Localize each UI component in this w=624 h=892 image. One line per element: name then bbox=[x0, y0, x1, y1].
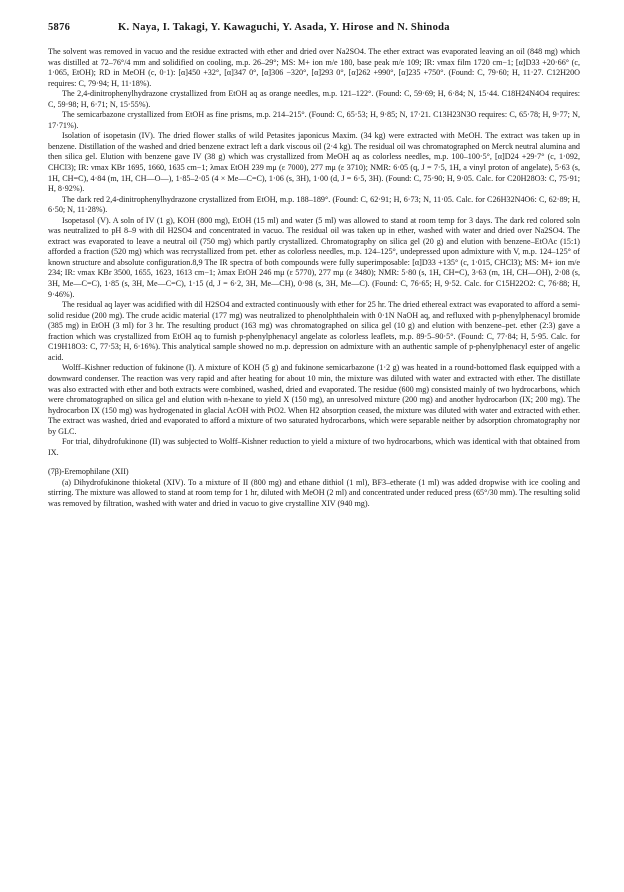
paragraph-residual-aq-layer: The residual aq layer was acidified with dil H2SO4 and extracted continuously with ether for 25 hr. The dried ethereal extract was evaporated to afford a semi-solid residue (200 mg). The crude acidic material (177 mg) was neutralized to phenolphthalein with 0·1N NaOH aq, and refluxed with p-phenylphenacyl bromide (385 mg) in EtOH (3 ml) for 3 hr. The resulting product (163 mg) was chromatographed on silica gel (10 g) and elution with benzene–pet. ether (2:3) gave a fraction which was crystallized from EtOH aq to furnish p-phenylphenacyl angelate as colorless leaflets, m.p. 89·5–90·5°. (Found: C, 77·84; H, 5·95. Calc. for C19H18O3: C, 77·53; H, 6·16%). This analytical sample showed no m.p. depression on admixture with an authentic sample of p-phenylphenacyl ester of angelic acid. bbox=[48, 300, 580, 362]
paragraph-dnp-hydrazone: The 2,4-dinitrophenylhydrazone crystallized from EtOH aq as orange needles, m.p. 121–122°. (Found: C, 59·69; H, 6·84; N, 15·44. C18H24N4O4 requires: C, 59·98; H, 6·71; N, 15·55%). bbox=[48, 89, 580, 109]
running-head-authors: K. Naya, I. Takagi, Y. Kawaguchi, Y. Asada, Y. Hirose and N. Shinoda bbox=[118, 22, 450, 33]
page-number: 5876 bbox=[48, 22, 71, 33]
running-head bbox=[48, 22, 580, 33]
paragraph-solvent-removal: The solvent was removed in vacuo and the residue extracted with ether and dried over Na2SO4. The ether extract was evaporated leaving an oil (848 mg) which was distilled at 72–76°/4 mm and solidified on cooling, m.p. 26–29°; MS: M+ ion m/e 180, base peak m/e 109; IR: νmax film 1720 cm−1; [α]D33 +20·66° (c, 1·065, EtOH); RD in MeOH (c, 0·1): [α]450 +32°, [α]347 0°, [α]306 −320°, [α]293 0°, [α]262 +990°, [α]235 +750°. (Found: C, 79·60; H, 11·27. C12H20O requires: C, 79·94; H, 11·18%). bbox=[48, 47, 580, 88]
paragraph-wolff-kishner: Wolff–Kishner reduction of fukinone (I). A mixture of KOH (5 g) and fukinone semicarbazone (1·2 g) was heated in a round-bottomed flask equipped with a downward condenser. The reaction was very rapid and after heating for about 10 min, the mixture was diluted with water and extracted with ether. The distillate was also extracted with ether and both extracts were combined, washed, dried and evaporated. The residue (600 mg) consisted mainly of two hydrocarbons, which were chromatographed on silica gel and elution with n-hexane to yield X (150 mg), an unresolved mixture (200 mg) and another hydrocarbon (IX; 200 mg). The hydrocarbon IX (150 mg) was hydrogenated in glacial AcOH with PtO2. When H2 absorption ceased, the mixture was diluted with water and extracted with ether. The extract was washed, dried and evaporated to afford a mixture of two saturated hydrocarbons, which were separable neither by adsorption chromatography nor by GLC. bbox=[48, 363, 580, 436]
paragraph-isolation-isopetasin: Isolation of isopetasin (IV). The dried flower stalks of wild Petasites japonicus Maxim. (34 kg) were extracted with MeOH. The extract was taken up in benzene. Distillation of the washed and dried benzene extract left a dark viscous oil (2·4 kg). The residual oil was chromatographed on Merck neutral alumina and then silica gel. Elution with benzene gave IV (38 g) which was crystallized from MeOH aq as colorless needles, m.p. 100–100·5°, [α]D24 +29·7° (c, 1·092, CHCl3); IR: νmax KBr 1695, 1660, 1635 cm−1; λmax EtOH 239 mμ (ε 7000), 277 mμ (ε 3710); NMR: 6·05 (q, J = 7·5, 1H, a vinyl proton of angelate), 5·63 (s, 1H, CH=C), 4·84 (m, 1H, CH—O—), 1·85–2·05 (4 × Me—C=C), 1·06 (s, 3H), 1·00 (d, J = 6·5, 3H). (Found: C, 75·90; H, 9·05. Calc. for C20H28O3: C, 75·91; H, 8·92%). bbox=[48, 131, 580, 194]
paragraph-semicarbazone: The semicarbazone crystallized from EtOH as fine prisms, m.p. 214–215°. (Found: C, 65·53; H, 9·85; N, 17·21. C13H23N3O requires: C, 65·78; H, 9·77; N, 17·71%). bbox=[48, 110, 580, 130]
section-heading-eremophilane: (7β)-Eremophilane (XII) bbox=[48, 467, 129, 477]
paragraph-trial-dihydrofukinone: For trial, dihydrofukinone (II) was subjected to Wolff–Kishner reduction to yield a mixture of two hydrocarbons, which was identical with that obtained from IX. bbox=[48, 437, 580, 457]
article-body bbox=[48, 47, 580, 510]
paragraph-isopetasol: Isopetasol (V). A soln of IV (1 g), KOH (800 mg), EtOH (15 ml) and water (5 ml) was allowed to stand at room temp for 3 days. The dark red colored soln was neutralized to pH 8–9 with dil H2SO4 and concentrated in vacuo. The residual oil was taken up in ether, washed with water and dried over Na2SO4. The extract was evaporated to leave a neutral oil (750 mg) which partly crystallized. Chromatography on silica gel (20 g) and elution with benzene–EtOAc (15:1) afforded a fraction (520 mg) which was recrystallized from pet. ether as colorless needles, m.p. 124–125°, undepressed upon admixture with V, m.p. 124–125° of known structure and absolute configuration.8,9 The IR spectra of both compounds were fully superimposable: [α]D33 +135° (c, 1·015, CHCl3); MS: M+ ion m/e 234; IR: νmax KBr 3500, 1655, 1623, 1613 cm−1; λmax EtOH 246 mμ (ε 5770), 277 mμ (ε 3480); NMR: 5·80 (s, 1H, CH=C), 3·63 (m, 1H, CH—OH), 2·08 (s, 3H, Me—C=C), 1·85 (s, 3H, Me—C=C), 1·15 (d, J = 6·2, 3H, Me—CH), 0·98 (s, 3H, Me—C). (Found: C, 76·65; H, 9·52. Calc. for C15H22O2: C, 76·88; H, 9·46%). bbox=[48, 215, 580, 299]
paragraph-dark-red-dnp: The dark red 2,4-dinitrophenylhydrazone crystallized from EtOH, m.p. 188–189°. (Found: C, 62·91; H, 6·73; N, 11·05. Calc. for C26H32N4O6: C, 62·89; H, 6·50; N, 11·28%). bbox=[48, 194, 580, 215]
paragraph-thioketal: (a) Dihydrofukinone thioketal (XIV). To a mixture of II (800 mg) and ethane dithiol (1 ml), BF3–etherate (1 ml) was added dropwise with ice cooling and stirring. The mixture was allowed to stand at room temp for 1 hr, diluted with MeOH (2 ml) and concentrated under reduced press (65°/30 mm). The resulting solid was removed by filtration, washed with water and dried in vacuo to give crystalline XIV (940 mg). bbox=[48, 477, 580, 508]
